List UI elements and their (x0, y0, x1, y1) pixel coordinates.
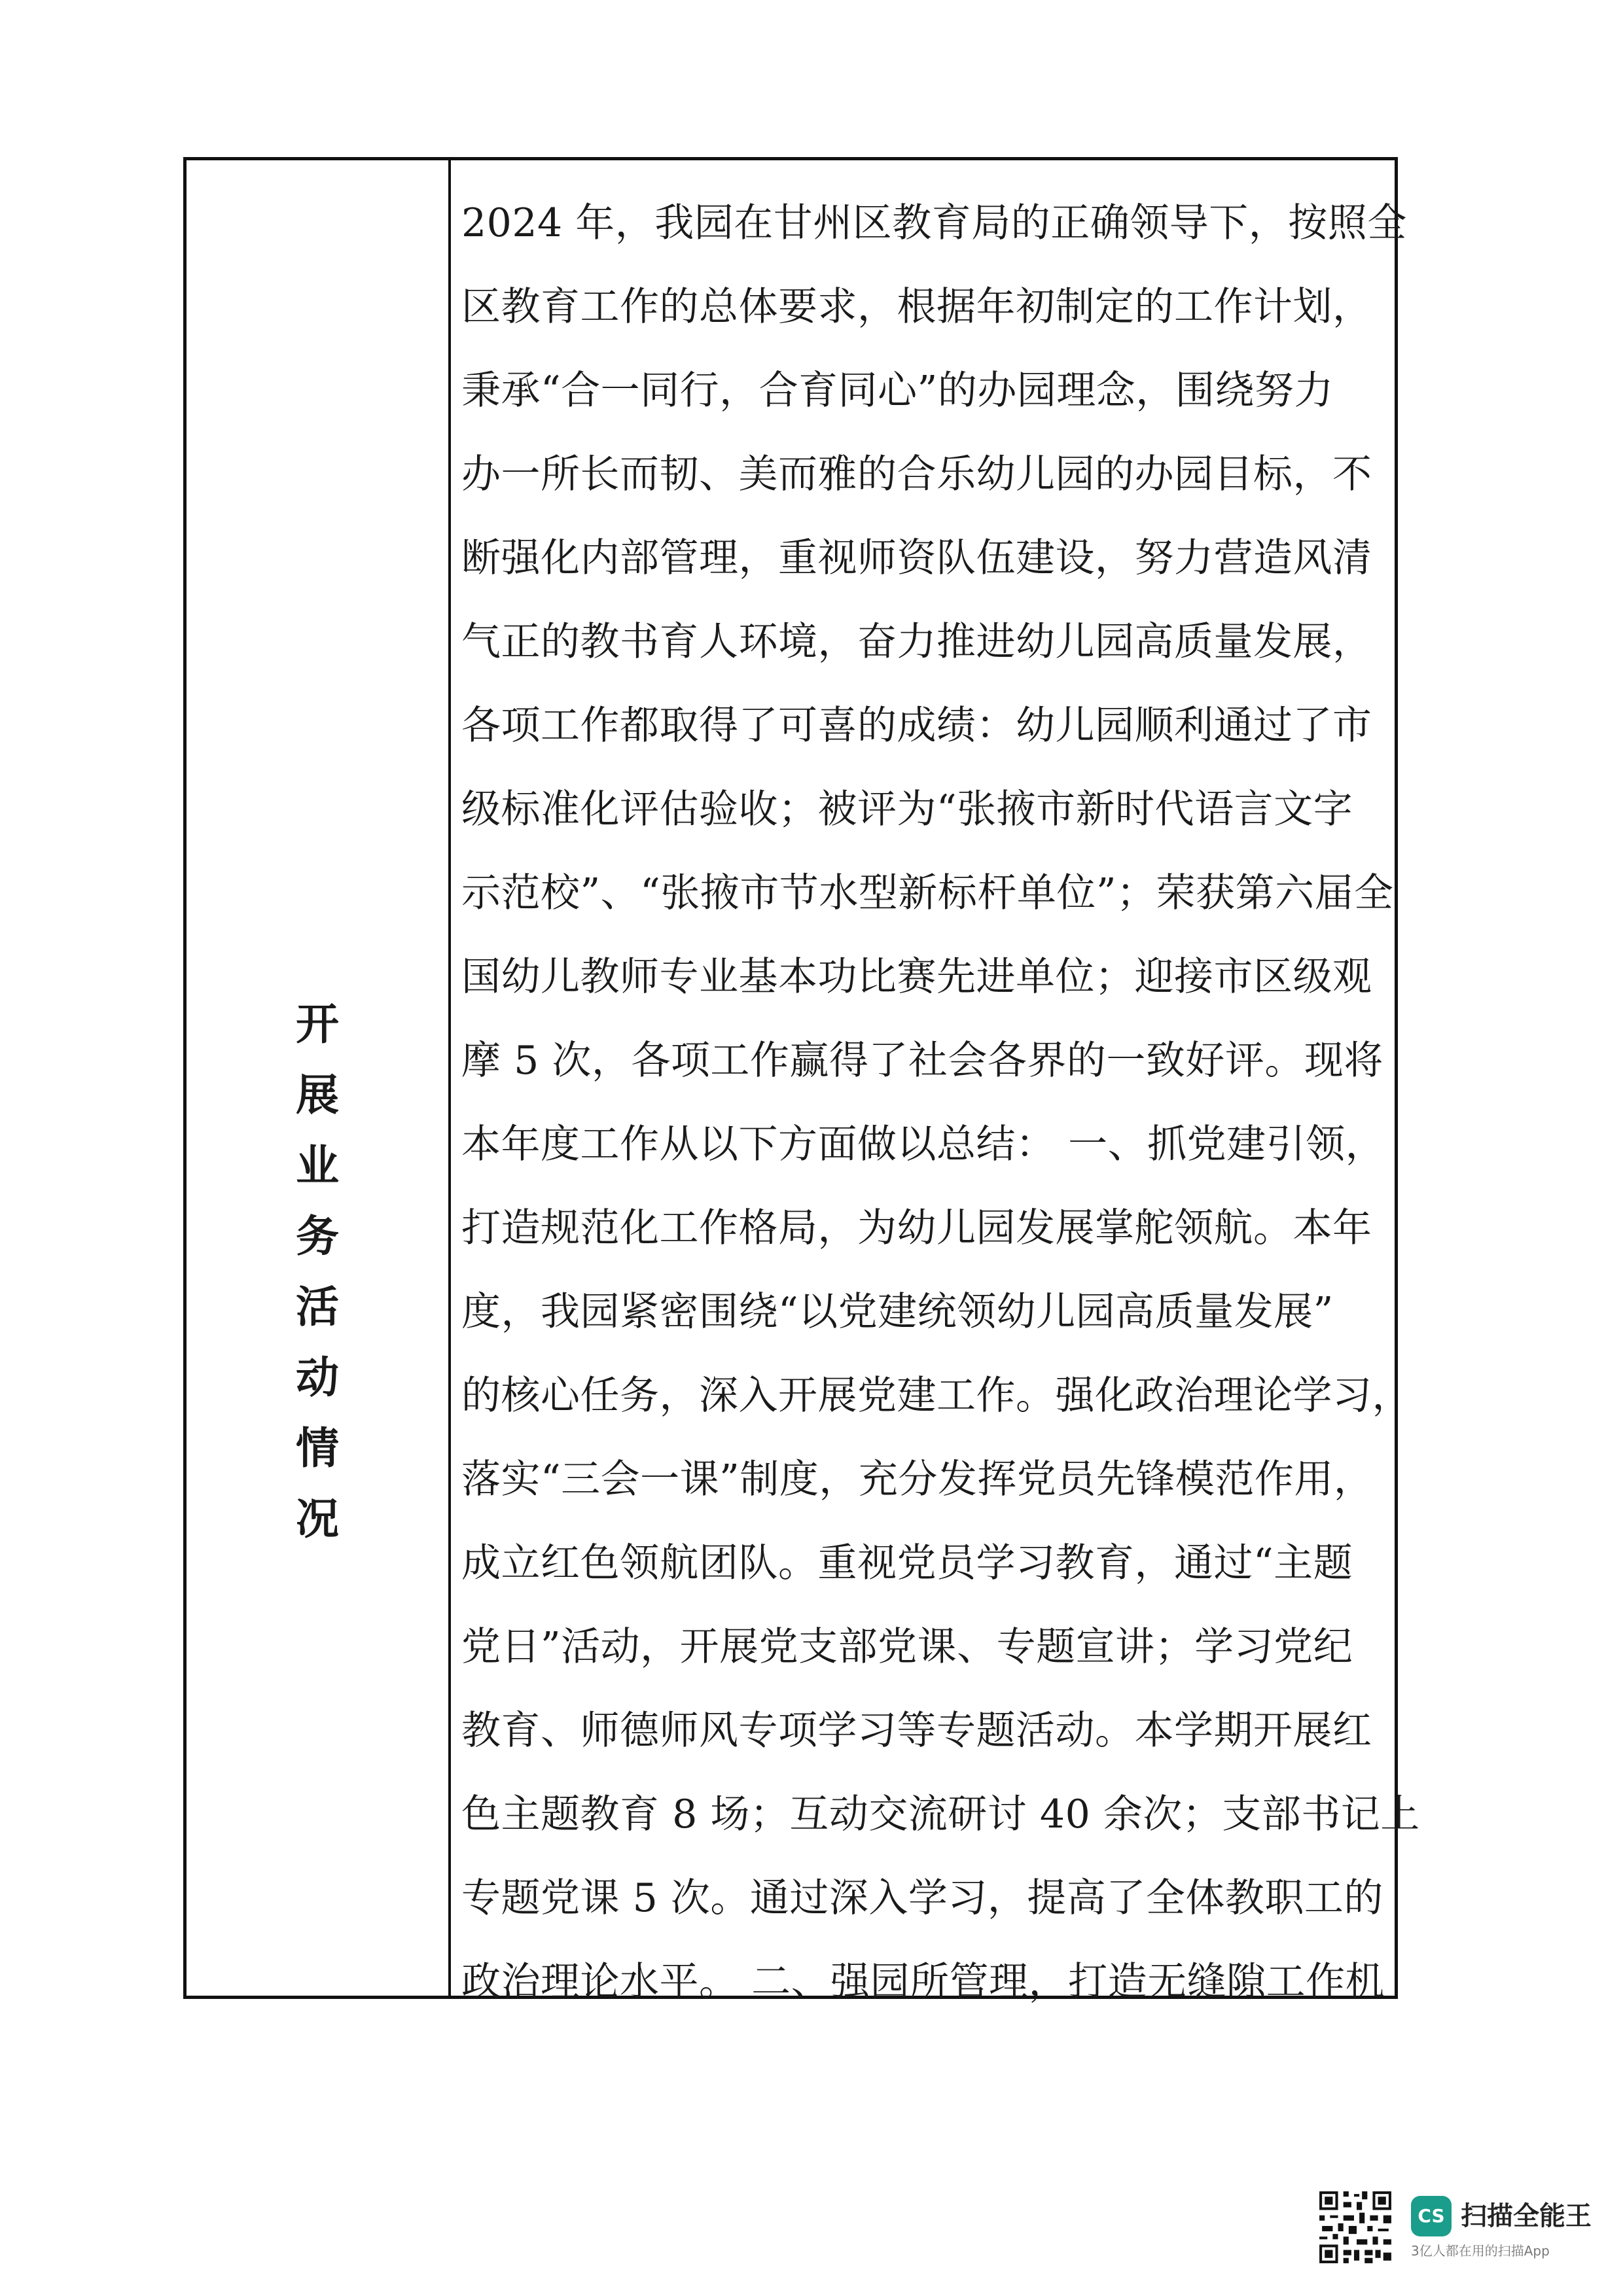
content-line: 秉承“合一同行，合育同心”的办园理念，围绕努力 (461, 368, 1334, 414)
activity-table (183, 157, 1420, 2005)
content-line: 本年度工作从以下方面做以总结： 一、抓党建引领， (461, 1122, 1385, 1167)
column-divider (448, 160, 451, 1996)
activity-content (461, 181, 1420, 2024)
content-line: 党日”活动，开展党支部党课、专题宣讲；学习党纪 (461, 1624, 1353, 1670)
content-line: 气正的教书育人环境，奋力推进幼儿园高质量发展， (461, 619, 1372, 665)
content-line: 国幼儿教师专业基本功比赛先进单位；迎接市区级观 (461, 954, 1372, 1000)
content-line: 政治理论水平。 二、强园所管理，打造无缝隙工作机 (461, 1959, 1385, 2005)
row-label (187, 160, 448, 1996)
brand-block (1411, 2196, 1592, 2259)
row-label-char: 活 (296, 1282, 339, 1332)
row-label-char: 情 (296, 1423, 339, 1474)
row-label-char: 业 (296, 1140, 339, 1191)
content-line: 成立红色领航团队。重视党员学习教育，通过“主题 (461, 1540, 1353, 1586)
row-label-char: 动 (296, 1352, 339, 1403)
content-line: 示范校”、“张掖市节水型新标杆单位”；荣获第六届全 (461, 870, 1394, 916)
content-line: 落实“三会一课”制度，充分发挥党员先锋模范作用， (461, 1457, 1374, 1502)
row-label-char: 况 (296, 1494, 339, 1544)
content-line: 的核心任务，深入开展党建工作。强化政治理论学习， (461, 1373, 1412, 1419)
content-line: 摩 5 次，各项工作赢得了社会各界的一致好评。现将 (461, 1038, 1383, 1084)
content-line: 区教育工作的总体要求，根据年初制定的工作计划， (461, 284, 1372, 330)
content-line: 2024 年，我园在甘州区教育局的正确领导下，按照全 (461, 200, 1407, 246)
content-line: 各项工作都取得了可喜的成绩：幼儿园顺利通过了市 (461, 703, 1372, 749)
camscanner-logo-icon: CS (1411, 2196, 1452, 2236)
content-line: 办一所长而韧、美而雅的合乐幼儿园的办园目标，不 (461, 451, 1372, 497)
row-label-char: 展 (296, 1070, 339, 1120)
content-line: 度，我园紧密围绕“以党建统领幼儿园高质量发展” (461, 1289, 1334, 1335)
row-label-char: 务 (296, 1211, 339, 1262)
brand-name: 扫描全能王 (1461, 2200, 1592, 2231)
content-line: 教育、师德师风专项学习等专题活动。本学期开展红 (461, 1708, 1372, 1754)
content-line: 断强化内部管理，重视师资队伍建设，努力营造风清 (461, 535, 1372, 581)
qr-code-icon (1317, 2189, 1394, 2266)
content-line: 色主题教育 8 场；互动交流研讨 40 余次；支部书记上 (461, 1792, 1420, 1837)
content-line: 打造规范化工作格局，为幼儿园发展掌舵领航。本年 (461, 1205, 1372, 1251)
row-label-char: 开 (296, 999, 339, 1050)
scanner-watermark (1317, 2185, 1592, 2270)
content-line: 级标准化评估验收；被评为“张掖市新时代语言文字 (461, 786, 1353, 832)
brand-tagline: 3亿人都在用的扫描App (1411, 2242, 1550, 2259)
content-line: 专题党课 5 次。通过深入学习，提高了全体教职工的 (461, 1875, 1383, 1921)
